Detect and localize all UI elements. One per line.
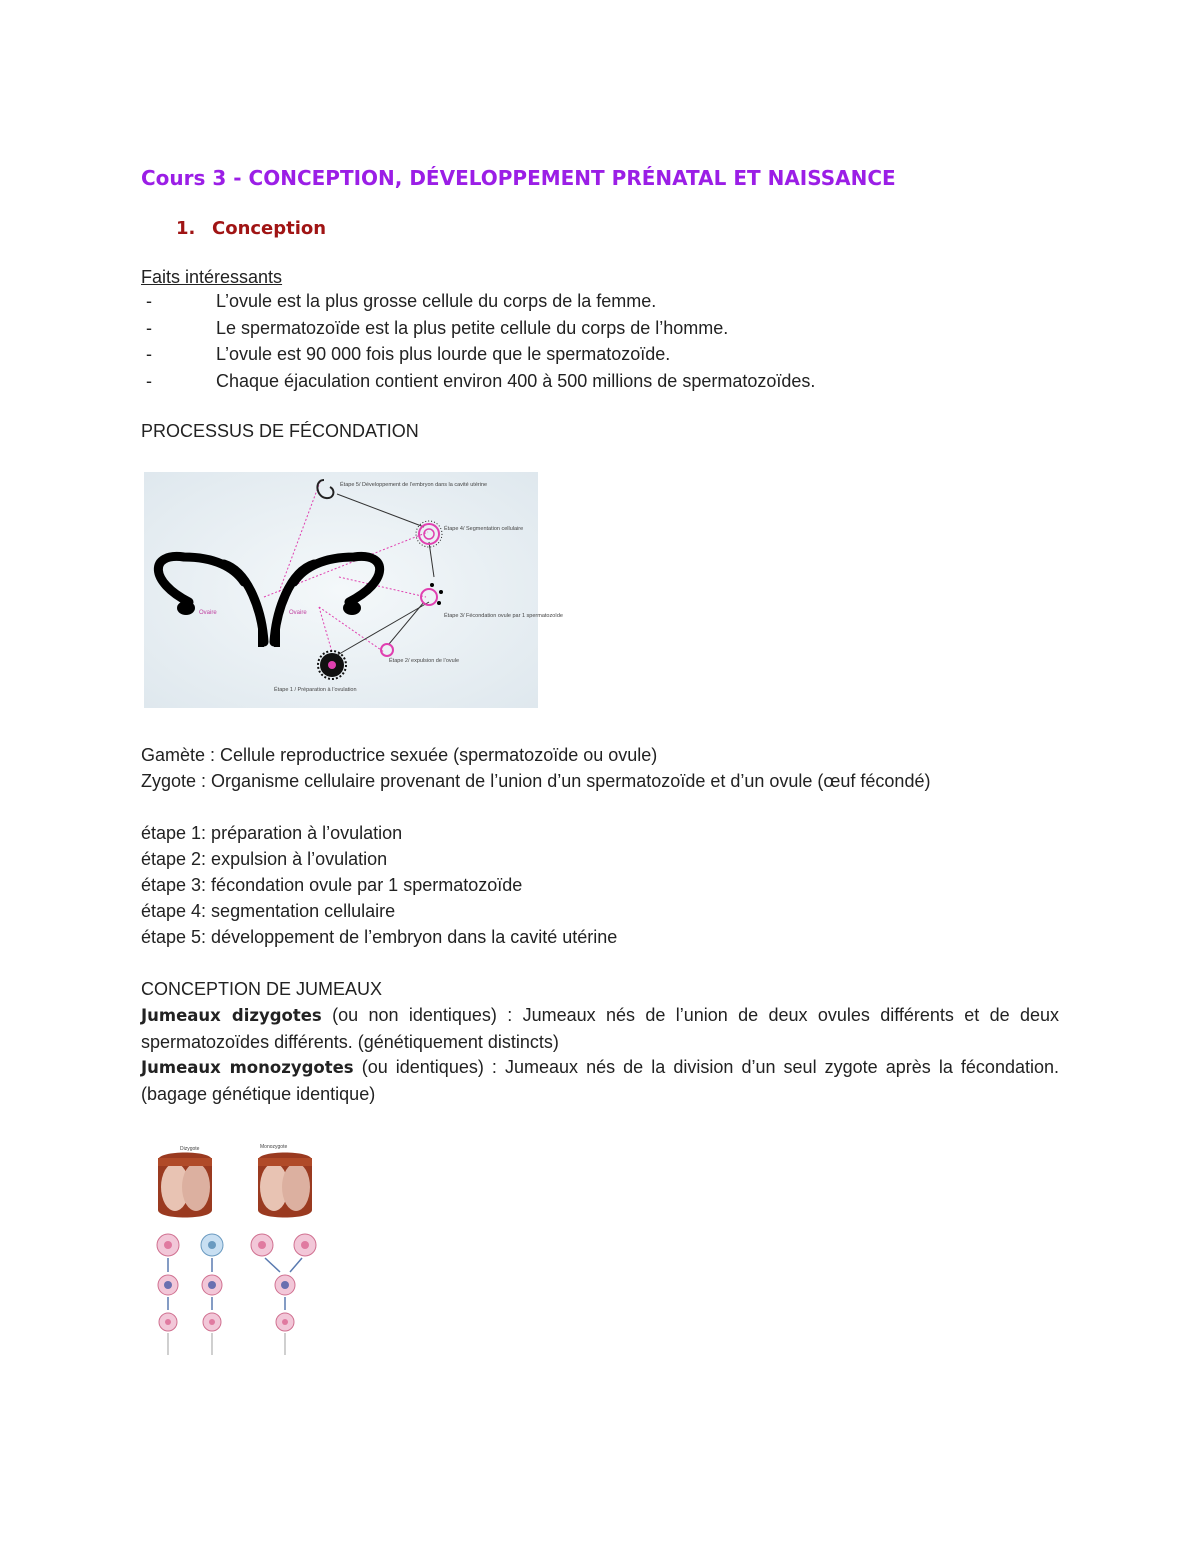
monozygotes-paragraph	[141, 1054, 1059, 1107]
label-step5: Étape 5/ Développement de l’embryon dans la cavité utérine	[340, 482, 488, 488]
bullet-dash: -	[146, 370, 152, 391]
label-step3: Étape 3/ Fécondation ovule par 1 spermatozoïde	[444, 613, 563, 619]
label-step4: Étape 4/ Segmentation cellulaire	[444, 526, 524, 532]
list-item-text: L’ovule est 90 000 fois plus lourde que le spermatozoïde.	[216, 344, 671, 364]
label-ovaire-left: Ovaire	[199, 610, 217, 616]
list-item	[141, 341, 815, 368]
label-dizygote: Dizygote	[180, 1146, 200, 1152]
step-line: étape 3: fécondation ovule par 1 spermatozoïde	[141, 875, 523, 895]
step-line: étape 2: expulsion à l’ovulation	[141, 849, 388, 869]
facts-heading: Faits intéressants	[141, 267, 283, 287]
bullet-dash: -	[146, 317, 152, 338]
list-item-text: Le spermatozoïde est la plus petite cellule du corps de l’homme.	[216, 317, 729, 338]
step-line: étape 5: développement de l’embryon dans la cavité utérine	[141, 927, 618, 947]
list-item	[141, 368, 815, 395]
label-monozygote: Monozygote	[260, 1144, 288, 1150]
gamete-definition	[141, 742, 657, 768]
gamete-def: Cellule reproductrice sexuée (spermatozoïde ou ovule)	[220, 745, 658, 765]
label-ovaire-right: Ovaire	[289, 610, 307, 616]
zygote-definition	[141, 768, 930, 794]
section-label: Conception	[212, 218, 327, 239]
monozygotes-term: Jumeaux monozygotes	[141, 1058, 354, 1077]
fertilization-diagram-svg	[144, 472, 563, 708]
section-heading	[176, 218, 326, 239]
section-number: 1.	[176, 218, 196, 239]
list-item-text: Chaque éjaculation contient environ 400 à 500 millions de spermatozoïdes.	[216, 370, 816, 391]
bullet-dash: -	[146, 344, 152, 364]
dizygotes-paragraph	[141, 1002, 1059, 1055]
list-item-text: L’ovule est la plus grosse cellule du corps de la femme.	[216, 291, 657, 311]
monozygotes-def: (ou identiques) : Jumeaux nés de la division d’un seul zygote après la fécondation. (bagage génétique identique)	[141, 1057, 1059, 1104]
twins-heading: CONCEPTION DE JUMEAUX	[141, 979, 383, 999]
list-item	[141, 288, 815, 315]
list-item	[141, 315, 815, 342]
step-line: étape 4: segmentation cellulaire	[141, 901, 396, 921]
dizygotes-term: Jumeaux dizygotes	[141, 1006, 322, 1025]
gamete-term: Gamète :	[141, 745, 216, 765]
dizygotes-def: (ou non identiques) : Jumeaux nés de l’union de deux ovules différents et de deux spermatozoïdes différents. (génétiquement distincts)	[141, 1005, 1059, 1052]
fertilization-diagram	[144, 472, 563, 708]
label-step2: Étape 2/ expulsion de l’ovule	[389, 658, 460, 664]
bullet-dash: -	[146, 291, 152, 311]
zygote-term: Zygote :	[141, 771, 207, 791]
zygote-def: Organisme cellulaire provenant de l’union d’un spermatozoïde et d’un ovule (œuf fécondé)	[211, 771, 931, 791]
facts-list	[141, 288, 815, 394]
label-step1: Étape 1 / Préparation à l’ovulation	[274, 687, 357, 693]
step-line: étape 1: préparation à l’ovulation	[141, 823, 403, 843]
twins-diagram	[150, 1140, 360, 1358]
twins-diagram-svg	[150, 1140, 360, 1358]
document-title: Cours 3 - CONCEPTION, DÉVELOPPEMENT PRÉNATAL ET NAISSANCE	[141, 166, 896, 190]
process-heading: PROCESSUS DE FÉCONDATION	[141, 421, 419, 441]
